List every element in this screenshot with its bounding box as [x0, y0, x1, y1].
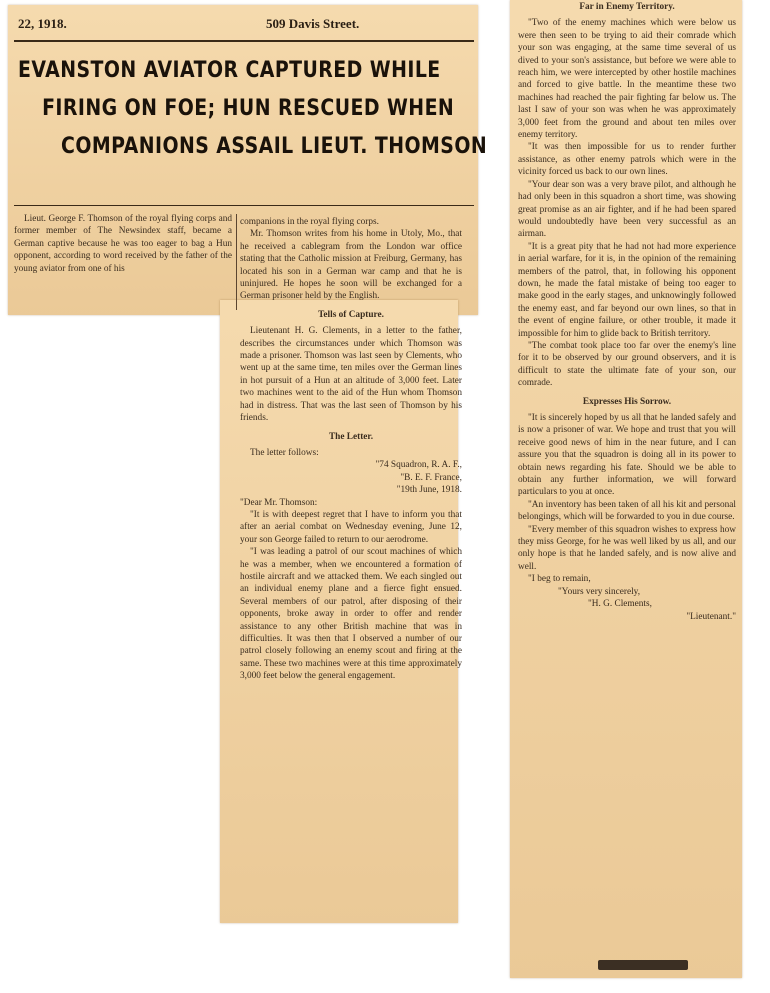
- column-2-paragraph: Mr. Thomson writes from his home in Utoly, Mo., that he received a cablegram from the London war office stating that the Catholic mission at Freiburg, Germany, has located his son in a German war camp and that he is uninjured. He hopes he soon will be exchanged for a German prisoner held by the English.: [240, 229, 462, 302]
- subheading-letter: The Letter.: [328, 431, 374, 442]
- article-column-1: [14, 213, 232, 313]
- column-2-paragraph: Lieutenant H. G. Clements, in a letter to the father, describes the circumstances under which Thomson was made a prisoner. Thomson was last seen by Clements, who went up at the same time, ten miles over the German lines in hot pursuit of a Hun at an altitude of 3,000 feet. Later two machines went to the aid of the Hun whom Thomson had in distress. That was the last seen of Thomson by his friends.: [240, 326, 462, 424]
- letter-paragraph: "The combat took place too far over the enemy's line for it to be observed by our ground observers, and it is difficult to state the ultimate fate of your son, our comrade.: [518, 340, 736, 389]
- letter-signature: "H. G. Clements,: [588, 599, 652, 610]
- letter-paragraph: "It is with deepest regret that I have to inform you that after an aerial combat on Wednesday evening, June 12, your son George failed to return to our aerodrome.: [240, 509, 462, 545]
- dateline-rule: [14, 40, 474, 42]
- article-column-3: [518, 1, 736, 951]
- street-address: 509 Davis Street.: [266, 16, 360, 31]
- headline-line-1: EVANSTON AVIATOR CAPTURED WHILE: [18, 58, 441, 83]
- letter-closing: "I beg to remain,: [528, 574, 591, 585]
- column-divider: [236, 214, 237, 310]
- subheading-capture: Tells of Capture.: [318, 309, 384, 320]
- letter-paragraph: "Every member of this squadron wishes to express how they miss George, for he was well liked by us all, and our only hope is that he landed safely, and is now alive and well.: [518, 524, 736, 572]
- subheading-sorrow: Expresses His Sorrow.: [582, 396, 672, 407]
- letter-intro: The letter follows:: [250, 447, 319, 458]
- letter-paragraph: "An inventory has been taken of all his kit and personal belongings, which will be forwarded to you in due course.: [518, 499, 736, 523]
- letter-salutation: "Dear Mr. Thomson:: [240, 497, 318, 508]
- headline-line-3: COMPANIONS ASSAIL LIEUT. THOMSON: [61, 134, 488, 159]
- letter-paragraph: "It is sincerely hoped by us all that he landed safely and is now a prisoner of war. We hope and trust that you will receive good news of him in the near future, and I can assure you that the squadron is doing all in its power to obtain news regarding his fate. Should we be able to obtain any further information, we will forward particulars to you at once.: [518, 413, 736, 498]
- letter-rank: "Lieutenant.": [686, 611, 736, 622]
- letter-paragraph: "I was leading a patrol of our scout machines of which he was a member, when we encountered a formation of hostile aircraft and we attacked them. We each singled out an individual enemy plane and a fierce fight ensued. Several members of our patrol, after disposing of their opponents, broke away in order to offer and render assistance to any other British machine that was in difficulties. It was then that I observed a number of our patrol closely following an enemy scout and firing at the same. These two machines were at this time approximately 3,000 feet below the general engagement.: [240, 547, 462, 682]
- letter-closing: "Yours very sincerely,: [558, 586, 641, 597]
- headline: [18, 52, 488, 166]
- letter-date-line: "19th June, 1918.: [396, 485, 462, 496]
- article-column-2: [240, 216, 462, 916]
- column-2-paragraph: companions in the royal flying corps.: [240, 217, 379, 227]
- subheading-enemy-territory: Far in Enemy Territory.: [579, 2, 675, 12]
- torn-edge-print: [598, 960, 688, 970]
- column-1-paragraph: Lieut. George F. Thomson of the royal flying corps and former member of The Newsindex staff, became a German captive because he was too eager to bag a Hun opponent, according to word received by the father of the young aviator from one of his: [14, 214, 232, 274]
- issue-date: 22, 1918.: [18, 16, 67, 31]
- letter-address-line: "74 Squadron, R. A. F.,: [375, 460, 462, 471]
- letter-address-line: "B. E. F. France,: [400, 472, 462, 483]
- dateline: [18, 12, 468, 34]
- headline-rule: [14, 205, 474, 206]
- headline-line-2: FIRING ON FOE; HUN RESCUED WHEN: [42, 96, 455, 121]
- letter-paragraph: "Your dear son was a very brave pilot, and although he had only been in this squadron a short time, was showing great promise as an air fighter, and if he had been spared would undoubtedly have been very successful as an airman.: [518, 179, 736, 240]
- letter-paragraph: "It is a great pity that he had not had more experience in aerial warfare, for it is, in the opinion of the remaining members of the patrol, that, in following his opponent down, he made the fatal mistake of being too eager to make good in the early stages, and unknowingly followed the enemy east, and far beyond our own lines, so that in the event of engine failure, or other trouble, it made it impossible for him to glide back to British territory.: [518, 241, 736, 339]
- letter-paragraph: "It was then impossible for us to render further assistance, as other enemy patrols which were in the vicinity forced us back to our own lines.: [518, 142, 736, 178]
- letter-paragraph: "Two of the enemy machines which were below us were then seen to be trying to aid their comrade which your son was engaging, at the same time several of us dived to your son's assistance, but before we were able to reach him, we were intercepted by other hostile machines and forced to give battle. In the meantime these two machines had reached the pair fighting far below us. The last I saw of your son was when he was approximately 3,000 feet from the ground and about ten miles over enemy territory.: [518, 18, 736, 141]
